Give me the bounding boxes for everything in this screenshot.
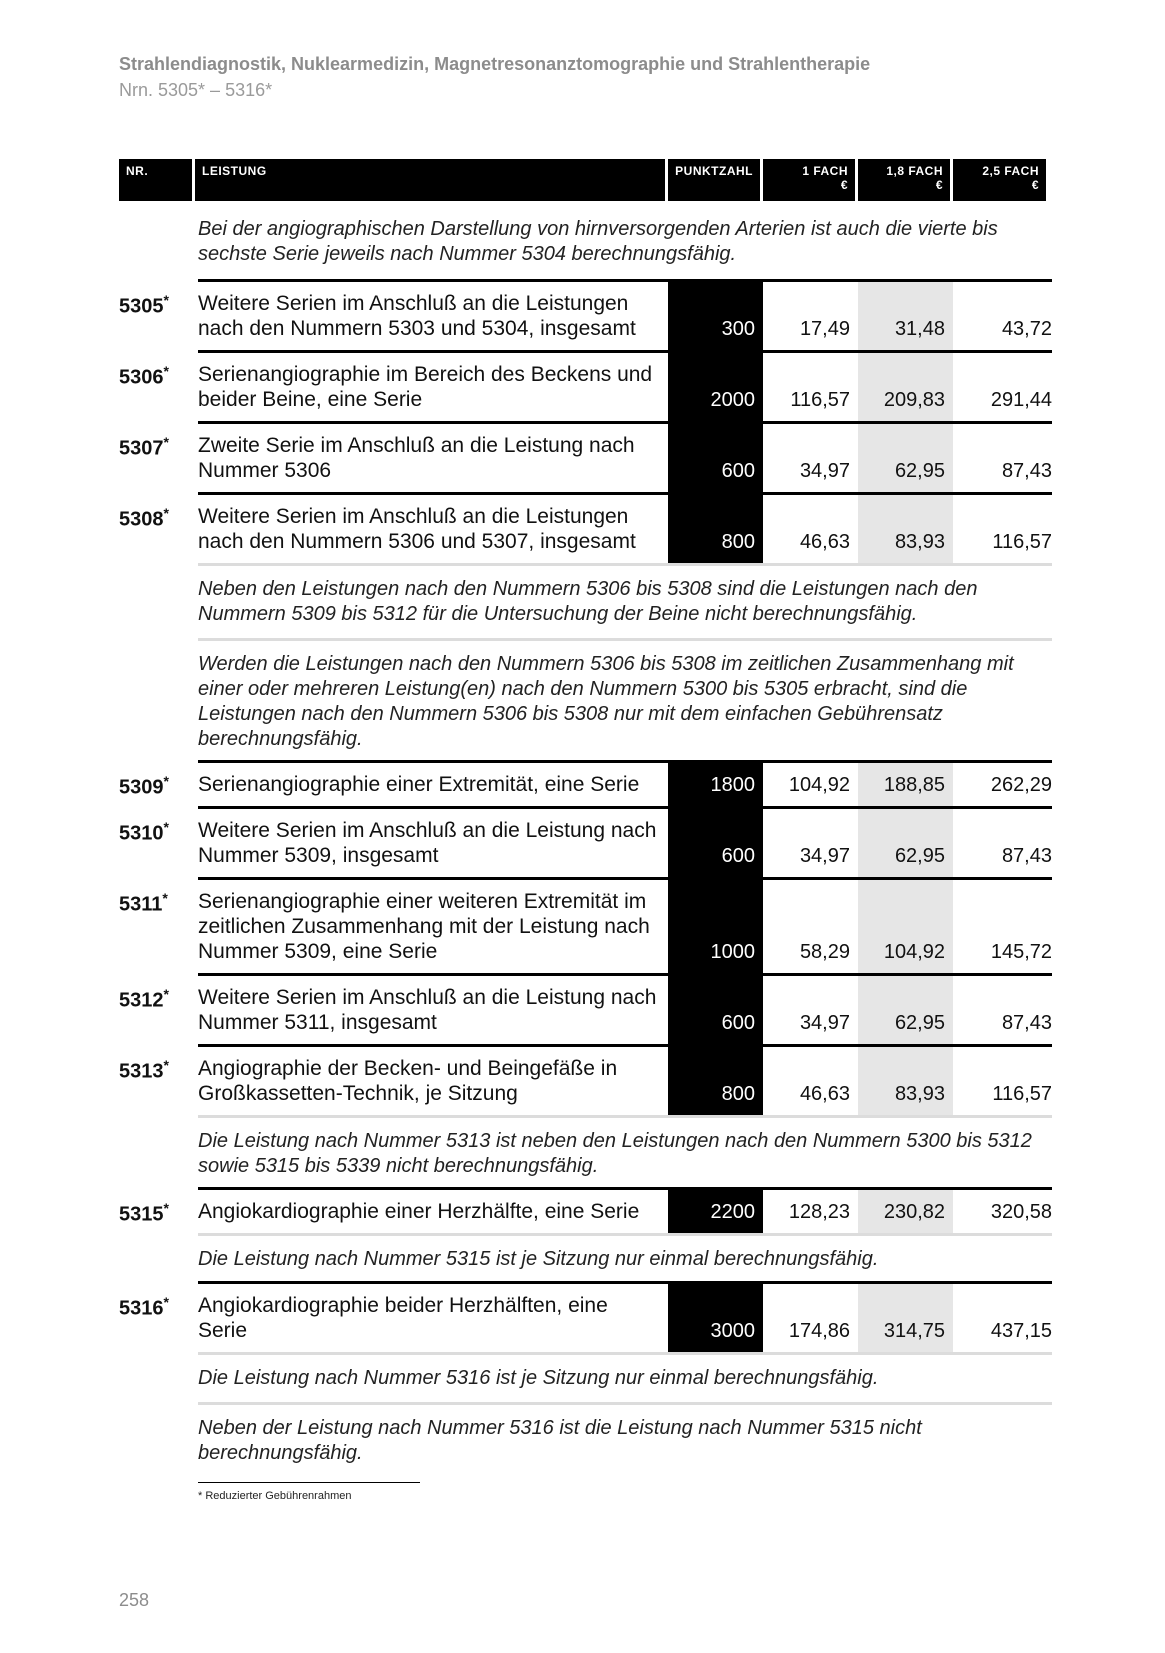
col-header-18fach [858, 159, 950, 201]
row-punktzahl: 600 [668, 976, 763, 1044]
table-row [119, 279, 1052, 350]
reduced-rate-marker: * [163, 1200, 169, 1216]
row-description: Weitere Serien im Anschluß an die Leistung nach Nummer 5311, insgesamt [198, 986, 657, 1034]
row-fee-1fach: 128,23 [788, 1201, 850, 1223]
row-punktzahl: 300 [668, 282, 763, 350]
col-header-18fach-currency: € [935, 178, 943, 192]
row-description: Weitere Serien im Anschluß an die Leistungen nach den Nummern 5306 und 5307, insgesamt [198, 505, 636, 553]
reduced-rate-marker: * [163, 819, 169, 835]
row-number [119, 421, 198, 492]
row-number [119, 279, 198, 350]
row-number-value: 5313 [119, 1060, 164, 1083]
row-fee-18fach: 62,95 [858, 809, 953, 877]
row-fee-25fach: 87,43 [1001, 460, 1052, 482]
table-row [119, 877, 1052, 973]
row-punktzahl: 1800 [668, 763, 763, 806]
row-fee-25fach: 262,29 [990, 774, 1052, 796]
table-row [119, 973, 1052, 1044]
table-row [119, 1281, 1052, 1355]
row-punktzahl: 2200 [668, 1190, 763, 1233]
row-number-value: 5306 [119, 366, 164, 389]
row-punktzahl: 600 [668, 809, 763, 877]
row-number [119, 492, 198, 566]
col-header-1fach [763, 159, 855, 201]
row-description: Angiokardiographie einer Herzhälfte, eine Serie [198, 1200, 640, 1223]
row-fee-1fach: 116,57 [790, 389, 850, 411]
reduced-rate-marker: * [163, 363, 169, 379]
fee-table [119, 159, 1052, 1474]
reduced-rate-marker: * [162, 890, 168, 906]
row-fee-18fach: 104,92 [858, 880, 953, 973]
chapter-range: Nrn. 5305* – 5316* [119, 80, 273, 100]
row-punktzahl: 800 [668, 1047, 763, 1115]
table-row [119, 806, 1052, 877]
reduced-rate-marker: * [163, 434, 169, 450]
note-5313: Die Leistung nach Nummer 5313 ist neben den Leistungen nach den Nummern 5300 bis 5312 sowie 5315 bis 5339 nicht berechnungsfähig. [198, 1130, 1032, 1177]
row-punktzahl: 600 [668, 424, 763, 492]
row-fee-25fach: 145,72 [990, 941, 1052, 963]
row-fee-1fach: 58,29 [799, 941, 850, 963]
row-fee-18fach: 31,48 [858, 282, 953, 350]
row-number [119, 760, 198, 806]
row-number-value: 5309 [119, 776, 164, 799]
intro-note: Bei der angiographischen Darstellung von hirnversorgenden Arterien ist auch die vierte bis sechste Serie jeweils nach Nummer 5304 berechnungsfähig. [198, 218, 998, 265]
row-description: Angiographie der Becken- und Beingefäße in Großkassetten-Technik, je Sitzung [198, 1057, 618, 1105]
col-header-1fach-currency: € [840, 178, 848, 192]
footnote-divider [198, 1482, 420, 1483]
row-description: Serienangiographie im Bereich des Beckens und beider Beine, eine Serie [198, 363, 653, 411]
col-header-18fach-label: 1,8 FACH [886, 164, 943, 178]
row-number [119, 350, 198, 421]
row-number-value: 5307 [119, 437, 164, 460]
table-row [119, 1044, 1052, 1118]
row-number-value: 5311 [119, 893, 163, 916]
col-header-1fach-label: 1 FACH [802, 164, 848, 178]
row-punktzahl: 1000 [668, 880, 763, 973]
reduced-rate-marker: * [163, 292, 169, 308]
col-header-nr: NR. [119, 159, 192, 201]
note-5316-b: Neben der Leistung nach Nummer 5316 ist die Leistung nach Nummer 5315 nicht berechnungsfähig. [198, 1417, 922, 1464]
row-number [119, 1281, 198, 1355]
table-row [119, 1187, 1052, 1236]
page-header [119, 54, 870, 101]
row-number-value: 5315 [119, 1203, 164, 1226]
row-fee-18fach: 209,83 [858, 353, 953, 421]
row-fee-1fach: 174,86 [788, 1320, 850, 1342]
row-fee-25fach: 87,43 [1001, 1012, 1052, 1034]
row-fee-1fach: 34,97 [799, 1012, 850, 1034]
row-punktzahl: 2000 [668, 353, 763, 421]
reduced-rate-marker: * [163, 986, 169, 1002]
row-description: Weitere Serien im Anschluß an die Leistung nach Nummer 5309, insgesamt [198, 819, 657, 867]
footnote: * Reduzierter Gebührenrahmen [198, 1490, 352, 1502]
row-fee-1fach: 104,92 [788, 774, 850, 796]
row-fee-18fach: 83,93 [858, 1047, 953, 1115]
note-5306-5308-b: Werden die Leistungen nach den Nummern 5306 bis 5308 im zeitlichen Zusammenhang mit einer oder mehreren Leistung(en) nach den Nummern 5300 bis 5305 erbracht, sind die Leistungen nach den Nummern 5306 bis 5308 nur mit dem einfachen Gebührensatz berechnungsfähig. [198, 653, 1014, 750]
row-description: Zweite Serie im Anschluß an die Leistung nach Nummer 5306 [198, 434, 635, 482]
row-fee-25fach: 291,44 [990, 389, 1052, 411]
row-number [119, 806, 198, 877]
row-fee-18fach: 62,95 [858, 976, 953, 1044]
row-number [119, 877, 198, 973]
row-number-value: 5305 [119, 295, 164, 318]
row-number-value: 5308 [119, 508, 164, 531]
reduced-rate-marker: * [163, 505, 169, 521]
row-description: Serienangiographie einer weiteren Extremität im zeitlichen Zusammenhang mit der Leistung nach Nummer 5309, eine Serie [198, 890, 650, 963]
row-fee-25fach: 320,58 [990, 1201, 1052, 1223]
row-fee-18fach: 83,93 [858, 495, 953, 563]
row-fee-1fach: 46,63 [799, 531, 850, 553]
row-fee-25fach: 116,57 [992, 531, 1052, 553]
table-row [119, 492, 1052, 566]
row-fee-25fach: 437,15 [990, 1320, 1052, 1342]
row-fee-25fach: 87,43 [1001, 845, 1052, 867]
reduced-rate-marker: * [163, 1294, 169, 1310]
reduced-rate-marker: * [163, 773, 169, 789]
row-fee-18fach: 188,85 [858, 763, 953, 806]
row-number [119, 973, 198, 1044]
col-header-25fach-currency: € [1031, 178, 1039, 192]
col-header-25fach-label: 2,5 FACH [982, 164, 1039, 178]
row-fee-18fach: 62,95 [858, 424, 953, 492]
row-fee-18fach: 230,82 [858, 1190, 953, 1233]
row-number [119, 1044, 198, 1118]
row-punktzahl: 800 [668, 495, 763, 563]
note-5316-a: Die Leistung nach Nummer 5316 ist je Sitzung nur einmal berechnungsfähig. [198, 1355, 1052, 1405]
reduced-rate-marker: * [163, 1057, 169, 1073]
row-description: Weitere Serien im Anschluß an die Leistungen nach den Nummern 5303 und 5304, insgesamt [198, 292, 636, 340]
row-number-value: 5312 [119, 989, 164, 1012]
row-fee-18fach: 314,75 [858, 1284, 953, 1352]
col-header-punktzahl: PUNKTZAHL [668, 159, 760, 201]
note-5306-5308-a: Neben den Leistungen nach den Nummern 5306 bis 5308 sind die Leistungen nach den Nummern 5309 bis 5312 für die Untersuchung der Beine nicht berechnungsfähig. [198, 566, 1052, 641]
row-fee-25fach: 43,72 [1001, 318, 1052, 340]
note-5315: Die Leistung nach Nummer 5315 ist je Sitzung nur einmal berechnungsfähig. [198, 1248, 879, 1270]
row-description: Angiokardiographie beider Herzhälften, eine Serie [198, 1294, 608, 1342]
table-row [119, 421, 1052, 492]
row-fee-1fach: 34,97 [799, 845, 850, 867]
col-header-25fach [953, 159, 1046, 201]
row-fee-1fach: 17,49 [799, 318, 850, 340]
table-header [119, 159, 1052, 201]
row-punktzahl: 3000 [668, 1284, 763, 1352]
table-row [119, 760, 1052, 806]
page-number: 258 [119, 1590, 150, 1610]
row-number [119, 1187, 198, 1236]
col-header-leistung: LEISTUNG [195, 159, 665, 201]
chapter-title: Strahlendiagnostik, Nuklearmedizin, Magnetresonanztomographie und Strahlentherapie [119, 54, 871, 74]
row-fee-1fach: 46,63 [799, 1083, 850, 1105]
table-row [119, 350, 1052, 421]
row-number-value: 5310 [119, 822, 164, 845]
row-number-value: 5316 [119, 1297, 164, 1320]
row-description: Serienangiographie einer Extremität, eine Serie [198, 773, 640, 796]
row-fee-1fach: 34,97 [799, 460, 850, 482]
row-fee-25fach: 116,57 [992, 1083, 1052, 1105]
